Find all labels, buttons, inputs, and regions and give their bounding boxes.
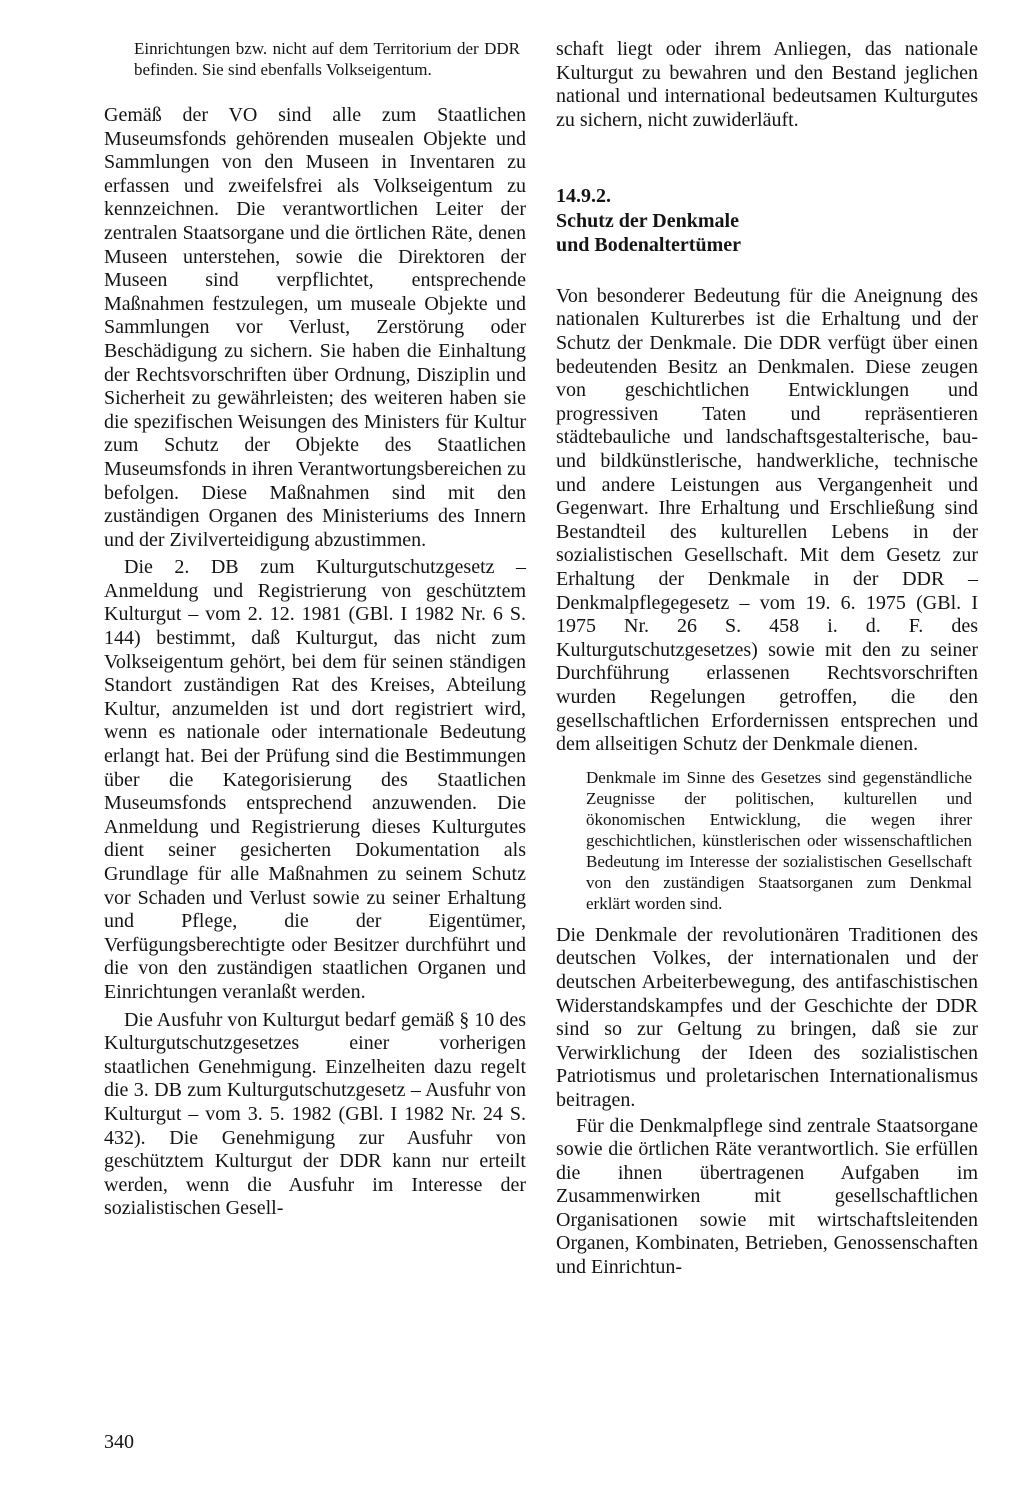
paragraph-denkmalpflege: Für die Denkmalpflege sind zentrale Staatsorgane sowie die örtlichen Räte verantwortlich. Sie erfüllen die ihnen übertragenen Aufgaben im Zusammenwirken mit gesellschaftlichen Organisationen sowie mit wirtschaftsleitenden Organen, Kombinaten, Betrieben, Genossenschaften und Einrichtun- <box>556 1114 978 1279</box>
section-title-line-1: Schutz der Denkmale <box>556 209 739 232</box>
page-number: 340 <box>104 1431 134 1453</box>
section-title-line-2: und Bodenaltertümer <box>556 234 741 257</box>
paragraph-denkmale: Von besonderer Bedeutung für die Aneignung des nationalen Kulturerbes ist die Erhaltung und der Schutz der Denkmale. Die DDR verfügt über einen bedeutenden Besitz an Denkmalen. Diese zeugen von geschichtlichen Entwicklungen und progressiven Taten und repräsentieren städtebauliche und landschaftsgestalterische, bau- und bildkünstlerische, handwerkliche, technische und andere Leistungen aus Vergangenheit und Gegenwart. Ihre Erhaltung und Erschließung sind Bestandteil des kulturellen Lebens in der sozialistischen Gesellschaft. Mit dem Gesetz zur Erhaltung der Denkmale in der DDR – Denkmalpflegegesetz – vom 19. 6. 1975 (GBl. I 1975 Nr. 26 S. 458 i. d. F. des Kulturgutschutzgesetzes) sowie mit den zu seiner Durchführung erlassenen Rechtsvorschriften wurden Regelungen getroffen, die den gesellschaftlichen Erfordernissen entsprechen und dem allseitigen Schutz der Denkmale dienen. <box>556 284 978 756</box>
paragraph-continuation: schaft liegt oder ihrem Anliegen, das nationale Kulturgut zu bewahren und den Bestand jeglichen national und international bedeutsamen Kulturgutes zu sichern, nicht zuwiderläuft. <box>556 38 978 131</box>
note-definition: Denkmale im Sinne des Gesetzes sind gegenständliche Zeugnisse der politischen, kulturellen und ökonomischen Entwicklung, die wegen ihrer geschichtlichen, künstlerischen oder wissenschaftlichen Bedeutung im Interesse der sozialistischen Gesellschaft von den zuständigen Staatsorganen zum Denkmal erklärt worden sind. <box>586 767 972 913</box>
left-column <box>104 38 526 1221</box>
paragraph-registrierung: Die 2. DB zum Kulturgutschutzgesetz – Anmeldung und Registrierung von geschütztem Kulturgut – vom 2. 12. 1981 (GBl. I 1982 Nr. 6 S. 144) bestimmt, daß Kulturgut, das nicht zum Volkseigentum gehört, bei dem für seinen ständigen Standort zuständigen Rat des Kreises, Abteilung Kultur, anzumelden ist und dort registriert wird, wenn es nationale oder internationale Bedeutung erlangt hat. Bei der Prüfung sind die Bestimmungen über die Kategorisierung des Staatlichen Museumsfonds entsprechend anzuwenden. Die Anmeldung und Registrierung dieses Kulturgutes dient seiner gesicherten Dokumentation als Grundlage für alle Maßnahmen zu seinem Schutz vor Schaden und Verlust sowie zu seiner Erhaltung und Pflege, die der Eigentümer, Verfügungsberechtigte oder Besitzer durchführt und die von den zuständigen staatlichen Organen und Einrichtungen veranlaßt werden. <box>104 556 526 1003</box>
paragraph-traditionen: Die Denkmale der revolutionären Traditionen des deutschen Volkes, der internationalen und der deutschen Arbeiterbewegung, des antifaschistischen Widerstandskampfes und der Geschichte der DDR sind so zur Geltung zu bringen, daß sie zur Verwirklichung der Ideen des sozialistischen Patriotismus und proletarischen Internationalismus beitragen. <box>556 923 978 1111</box>
right-column <box>556 38 978 1280</box>
paragraph-museumsfonds: Gemäß der VO sind alle zum Staatlichen Museumsfonds gehörenden musealen Objekte und Sammlungen von den Museen in Inventaren zu erfassen und zweifelsfrei als Volkseigentum zu kennzeichnen. Die verantwortlichen Leiter der zentralen Staatsorgane und die örtlichen Räte, denen Museen unterstehen, sowie die Direktoren der Museen sind verpflichtet, entsprechende Maßnahmen festzulegen, um museale Objekte und Sammlungen vor Verlust, Zerstörung oder Beschädigung zu sichern. Sie haben die Einhaltung der Rechtsvorschriften über Ordnung, Disziplin und Sicherheit zu gewährleisten; des weiteren haben sie die spezifischen Weisungen des Ministers für Kultur zum Schutz der Objekte des Staatlichen Museumsfonds in ihren Verantwortungsbereichen zu befolgen. Diese Maßnahmen sind mit den zuständigen Organen des Ministeriums des Innern und der Zivilverteidigung abzustimmen. <box>104 104 526 551</box>
section-heading <box>556 184 978 258</box>
note-continuation: Einrichtungen bzw. nicht auf dem Territorium der DDR befinden. Sie sind ebenfalls Volkseigentum. <box>134 39 520 79</box>
paragraph-ausfuhr: Die Ausfuhr von Kulturgut bedarf gemäß § 10 des Kulturgutschutzgesetzes einer vorherigen staatlichen Genehmigung. Einzelheiten dazu regelt die 3. DB zum Kulturgutschutzgesetz – Ausfuhr von Kulturgut – vom 3. 5. 1982 (GBl. I 1982 Nr. 24 S. 432). Die Genehmigung zur Ausfuhr von geschütztem Kulturgut der DDR kann nur erteilt werden, wenn die Ausfuhr im Interesse der sozialistischen Gesell- <box>104 1008 526 1220</box>
section-number: 14.9.2. <box>556 185 611 208</box>
